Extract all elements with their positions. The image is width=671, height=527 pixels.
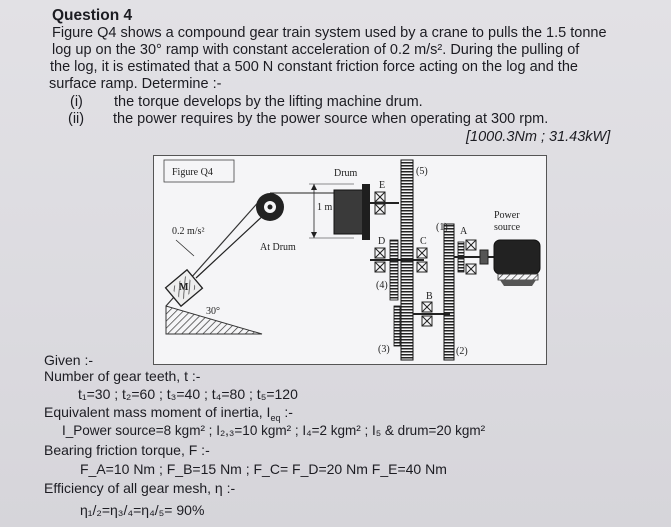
friction-label: Bearing friction torque, F :-: [44, 442, 210, 458]
inertia-label: Equivalent mass moment of inertia, $I_{eq}$ :-: [44, 404, 293, 423]
figure-title: Figure Q4: [172, 167, 213, 178]
teeth-label: Number of gear teeth, t :-: [44, 368, 201, 384]
power-source-motor: [494, 240, 540, 274]
power-source-label-1: Power: [494, 210, 520, 221]
gear-5-label: (5): [416, 166, 428, 177]
cable: [196, 212, 267, 278]
gear-5: [401, 160, 413, 360]
gear-3: [394, 306, 400, 346]
bearing-d-label: D: [378, 236, 386, 247]
acceleration-arrow: [176, 240, 194, 256]
at-drum-label: At Drum: [260, 242, 296, 253]
drum-label: Drum: [334, 168, 358, 179]
part-i-text: the torque develops by the lifting machine drum.: [114, 94, 423, 110]
mass-label: M: [179, 282, 189, 293]
power-source-label-2: source: [494, 222, 521, 233]
part-ii-text: the power requires by the power source when operating at 300 rpm.: [113, 111, 549, 127]
gear-2: [444, 224, 454, 360]
inertia-values: I_Power source=8 kgm² ; I₂,₃=10 kgm² ; I₄=2 kgm² ; I₅ & drum=20 kgm²: [62, 423, 486, 438]
bearing-a-label: A: [460, 226, 468, 237]
efficiency-label: Efficiency of all gear mesh, η :-: [44, 480, 236, 496]
acceleration-label: 0.2 m/s²: [172, 226, 205, 237]
answer-text: [1000.3Nm ; 31.43kW]: [466, 129, 611, 145]
angle-label: 30°: [206, 306, 220, 317]
question-line-4: surface ramp. Determine :-: [49, 76, 222, 92]
gear-3-label: (3): [378, 344, 390, 355]
gear-1-label: (1): [436, 222, 448, 233]
question-line-2: log up on the 30° ramp with constant acceleration of 0.2 m/s². During the pulling of: [52, 42, 580, 58]
question-heading: Question 4: [52, 7, 133, 24]
given-title: Given :-: [44, 352, 94, 368]
efficiency-values: η₁/₂=η₃/₄=η₄/₅= 90%: [80, 502, 205, 518]
gear-4: [390, 240, 398, 300]
bearing-b-label: B: [426, 291, 433, 302]
gear-2-label: (2): [456, 346, 468, 357]
gear-train-diagram: [154, 156, 546, 364]
height-label: 1 m: [317, 202, 333, 213]
bearing-e-label: E: [379, 180, 386, 191]
question-line-3: the log, it is estimated that a 500 N constant friction force acting on the log and the: [50, 59, 578, 75]
drum: [334, 190, 364, 234]
teeth-values: t₁=30 ; t₂=60 ; t₃=40 ; t₄=80 ; t₅=120: [78, 386, 298, 402]
friction-values: F_A=10 Nm ; F_B=15 Nm ; F_C= F_D=20 Nm F_E=40 Nm: [80, 461, 447, 477]
part-ii-number: (ii): [68, 111, 85, 127]
part-i-number: (i): [70, 94, 83, 110]
gear-4-label: (4): [376, 280, 388, 291]
question-line-1: Figure Q4 shows a compound gear train system used by a crane to pulls the 1.5 tonne: [52, 25, 607, 41]
figure-q4: [153, 155, 547, 365]
bearing-c-label: C: [420, 236, 427, 247]
